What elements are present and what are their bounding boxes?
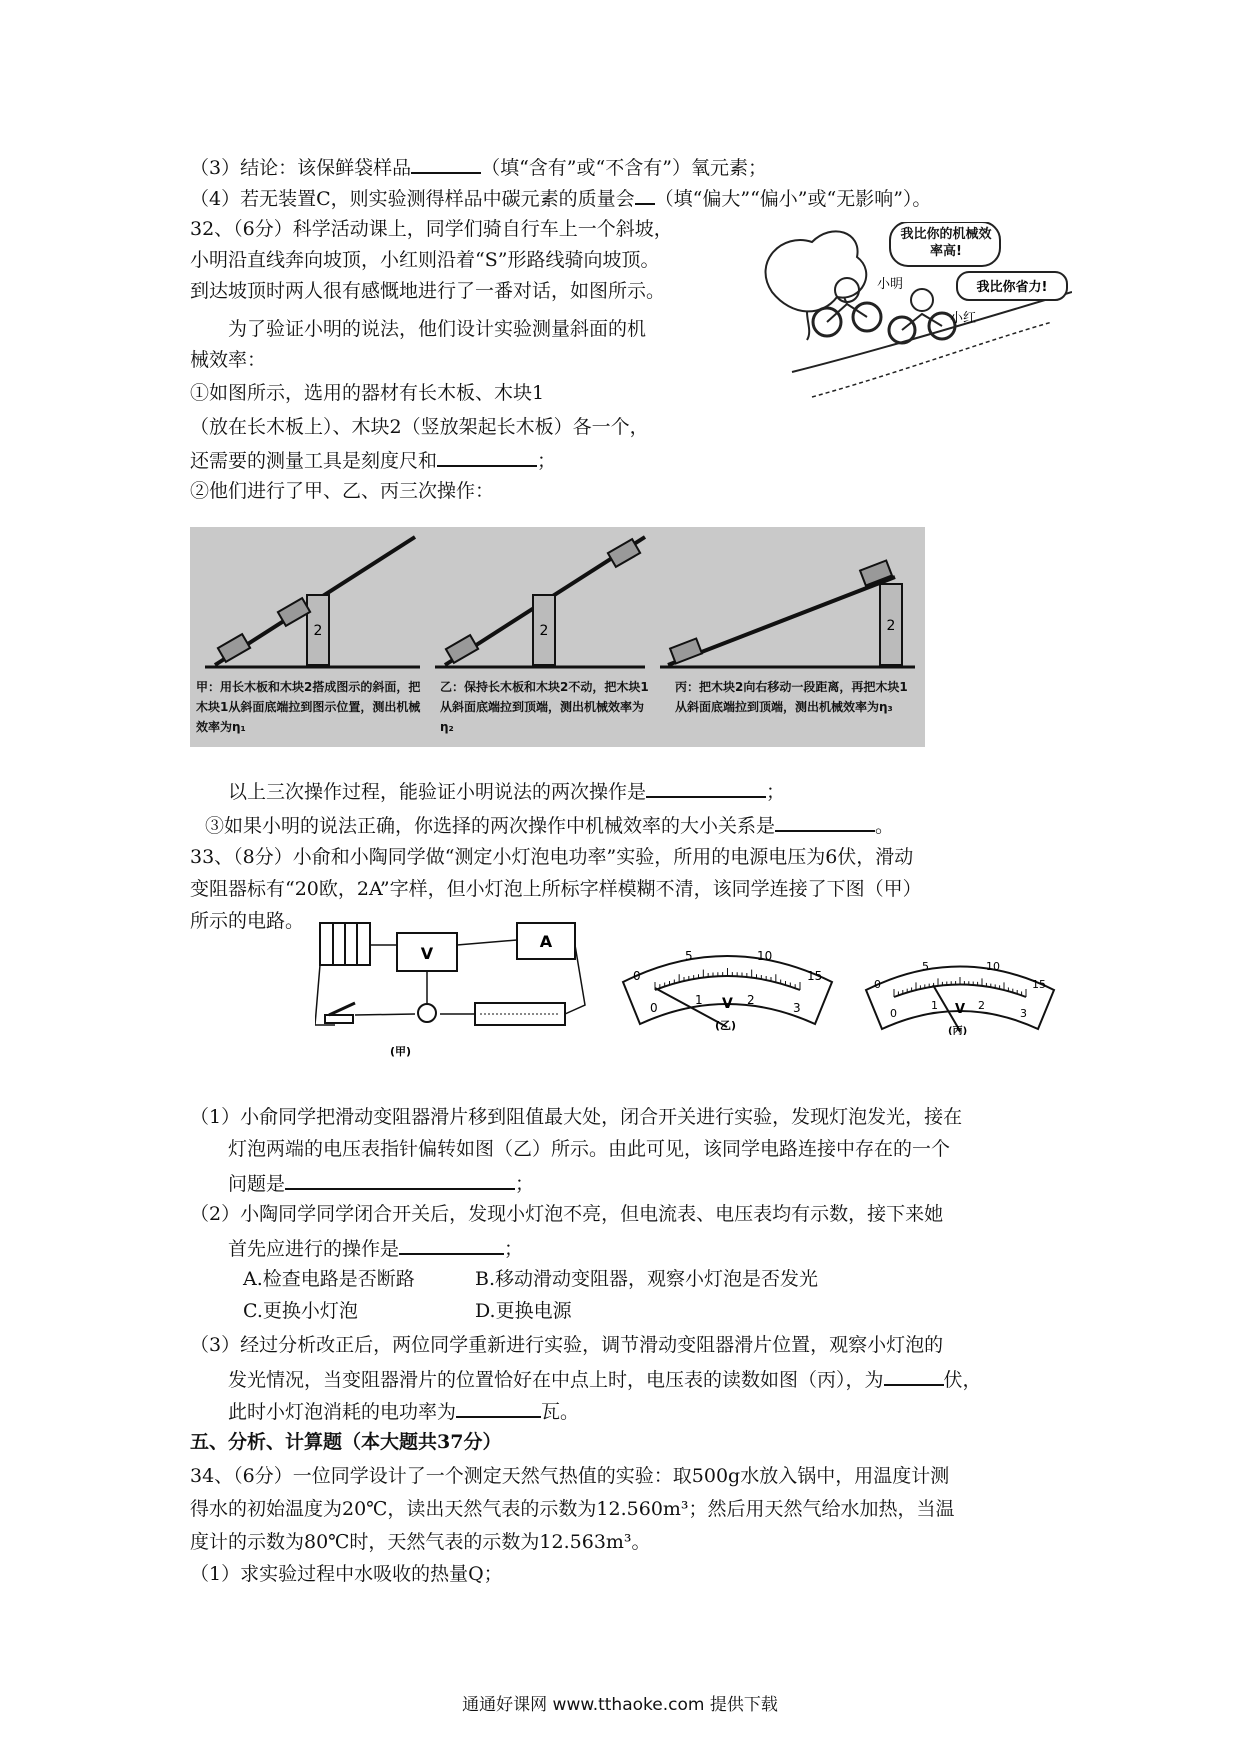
dial-unit-v: V xyxy=(955,1002,966,1017)
q32-line8-end: ； xyxy=(537,450,557,472)
tree-icon xyxy=(766,231,867,311)
q33-line2: 变阻器标有“20欧，2A”字样，但小灯泡上所标字样模糊不清，该同学连接了下图（甲） xyxy=(190,878,922,900)
q33-part1-line3-text: 问题是 xyxy=(228,1173,286,1195)
answer-blank[interactable] xyxy=(437,443,537,467)
answer-blank[interactable] xyxy=(411,150,481,174)
q33-part3-line3 xyxy=(228,1394,579,1427)
voltmeter-dial-bing xyxy=(860,945,1060,1035)
lower-tick-2: 2 xyxy=(747,993,755,1007)
cycling-cartoon xyxy=(752,222,1072,404)
q33-part1-line1: （1）小俞同学把滑动变阻器滑片移到阻值最大处，闭合开关进行实验，发现灯泡发光，接在 xyxy=(190,1106,963,1128)
caption-jia-text: 甲：用长木板和木块2搭成图示的斜面，把木块1从斜面底端拉到图示位置，测出机械效率为η₁ xyxy=(196,680,421,734)
name-xiaohong: 小红 xyxy=(950,311,977,326)
q33-part1-line2: 灯泡两端的电压表指针偏转如图（乙）所示。由此可见，该同学电路连接中存在的一个 xyxy=(228,1138,951,1160)
lower-tick-0: 0 xyxy=(890,1007,897,1020)
q32-line10-end: ； xyxy=(766,781,786,803)
voltmeter-dial-yi xyxy=(615,932,840,1032)
bubble2-label: 我比你省力! xyxy=(976,280,1048,295)
operation-bing-caption xyxy=(675,677,915,743)
upper-tick-5: 5 xyxy=(922,960,929,973)
q33-option-d[interactable]: D.更换电源 xyxy=(475,1300,572,1322)
dial-ticks xyxy=(655,968,800,990)
dial-ticks xyxy=(894,977,1026,997)
section5-title: 五、分析、计算题（本大题共37分） xyxy=(190,1431,502,1453)
q32-line7: （放在长木板上）、木块2（竖放架起长木板）各一个， xyxy=(190,416,649,438)
figure-label-bing: (丙) xyxy=(948,1026,968,1035)
block-2-label: 2 xyxy=(539,623,549,639)
q33-line1: 33、（8分）小俞和小陶同学做“测定小灯泡电功率”实验，所用的电源电压为6伏，滑动 xyxy=(190,846,914,868)
bubble1-label: 我比你的机械效率高! xyxy=(900,227,992,259)
upper-tick-15: 15 xyxy=(807,969,823,983)
q32-line10 xyxy=(228,774,785,807)
q32-line11 xyxy=(205,808,894,841)
upper-tick-5: 5 xyxy=(685,949,693,963)
name-xiaoming: 小明 xyxy=(877,277,904,292)
lower-tick-1: 1 xyxy=(931,999,938,1012)
answer-blank[interactable] xyxy=(285,1166,515,1190)
figure-label-jia: (甲) xyxy=(390,1045,412,1058)
answer-blank[interactable] xyxy=(456,1394,541,1418)
answer-blank[interactable] xyxy=(775,808,875,832)
q31-part4-text: （4）若无装置C，则实验测得样品中碳元素的质量会 xyxy=(190,188,635,210)
switch-icon xyxy=(329,1003,355,1015)
q32-line1: 32、（6分）科学活动课上，同学们骑自行车上一个斜坡， xyxy=(190,218,673,240)
speech-bubble-1-text xyxy=(895,226,997,266)
q32-line2: 小明沿直线奔向坡顶，小红则沿着“S”形路线骑向坡顶。 xyxy=(190,249,660,271)
q33-line3: 所示的电路。 xyxy=(190,910,305,932)
incline-experiments-figure xyxy=(190,527,925,747)
wires xyxy=(315,940,585,1025)
page-footer[interactable]: 通通好课网 www.tthaoke.com 提供下载 xyxy=(462,1695,778,1715)
q34-part1: （1）求实验过程中水吸收的热量Q； xyxy=(190,1563,503,1585)
bike2-frame xyxy=(902,314,942,330)
ammeter-label: A xyxy=(539,932,553,951)
q32-line11-end: 。 xyxy=(875,815,895,837)
answer-blank[interactable] xyxy=(399,1231,504,1255)
q33-option-b[interactable]: B.移动滑动变阻器，观察小灯泡是否发光 xyxy=(475,1268,819,1290)
q33-part2-line2-text: 首先应进行的操作是 xyxy=(228,1238,400,1260)
lower-tick-2: 2 xyxy=(978,999,985,1012)
caption-bing-text: 丙：把木块2向右移动一段距离，再把木块1从斜面底端拉到顶端，测出机械效率为η₃ xyxy=(675,680,908,714)
dial-unit-v: V xyxy=(722,996,733,1012)
q32-line10-text: 以上三次操作过程，能验证小明说法的两次操作是 xyxy=(228,781,647,803)
q33-part2-line2-end: ； xyxy=(504,1238,524,1260)
rider1-head xyxy=(835,278,859,302)
voltmeter-label: V xyxy=(420,944,434,963)
answer-blank[interactable] xyxy=(635,181,655,205)
upper-tick-15: 15 xyxy=(1032,978,1046,991)
q33-part3-line2-text: 发光情况，当变阻器滑片的位置恰好在中点上时，电压表的读数如图（丙），为 xyxy=(228,1369,884,1391)
lower-tick-1: 1 xyxy=(695,993,703,1007)
q34-line3: 度计的示数为80℃时，天然气表的示数为12.563m³。 xyxy=(190,1531,651,1553)
upper-tick-0: 0 xyxy=(874,978,881,991)
q32-line11-text: ③如果小明的说法正确，你选择的两次操作中机械效率的大小关系是 xyxy=(205,815,776,837)
block-2-label: 2 xyxy=(886,618,896,634)
block-2-label: 2 xyxy=(313,623,323,639)
lower-tick-0: 0 xyxy=(650,1001,658,1015)
operation-jia-caption xyxy=(196,677,428,743)
lower-tick-3: 3 xyxy=(793,1001,801,1015)
answer-blank[interactable] xyxy=(884,1362,944,1386)
q31-part3-text-end: （填“含有”或“不含有”）氧元素； xyxy=(481,157,767,179)
figure-label-yi: (乙) xyxy=(715,1019,737,1032)
q34-line1: 34、（6分）一位同学设计了一个测定天然气热值的实验：取500g水放入锅中，用温度计测 xyxy=(190,1465,950,1487)
q33-part3-line1: （3）经过分析改正后，两位同学重新进行实验，调节滑动变阻器滑片位置，观察小灯泡的 xyxy=(190,1334,944,1356)
q32-line3: 到达坡顶时两人很有感慨地进行了一番对话，如图所示。 xyxy=(190,280,666,302)
q31-part4-text-end: （填“偏大”“偏小”或“无影响”）。 xyxy=(654,188,932,210)
q31-part3 xyxy=(190,150,767,183)
q32-line5: 械效率： xyxy=(190,349,267,371)
q31-part4 xyxy=(190,181,931,214)
q33-part2-line1: （2）小陶同学同学闭合开关后，发现小灯泡不亮，但电流表、电压表均有示数，接下来她 xyxy=(190,1203,944,1225)
circuit-diagram-jia xyxy=(315,915,615,1063)
q33-part1-line3 xyxy=(228,1166,534,1199)
q32-line8-text: 还需要的测量工具是刻度尺和 xyxy=(190,450,438,472)
upper-tick-0: 0 xyxy=(633,969,641,983)
upper-tick-10: 10 xyxy=(986,960,1000,973)
q33-part3-line3-text: 此时小灯泡消耗的电功率为 xyxy=(228,1401,457,1423)
caption-yi-text: 乙：保持长木板和木块2不动，把木块1从斜面底端拉到顶端，测出机械效率为η₂ xyxy=(440,680,649,734)
q32-line9: ②他们进行了甲、乙、丙三次操作： xyxy=(190,480,495,502)
q33-part1-line3-end: ； xyxy=(515,1173,535,1195)
q32-line8 xyxy=(190,443,556,476)
lamp-icon xyxy=(418,1004,436,1022)
q33-part3-line3-end: 瓦。 xyxy=(541,1401,580,1423)
q31-part3-text: （3）结论：该保鲜袋样品 xyxy=(190,157,412,179)
upper-tick-10: 10 xyxy=(757,949,773,963)
q33-option-a[interactable]: A.检查电路是否断路 xyxy=(243,1268,415,1290)
rider2-head xyxy=(911,289,933,311)
q34-line2: 得水的初始温度为20℃，读出天然气表的示数为12.560m³；然后用天然气给水加热，当温 xyxy=(190,1498,955,1520)
dial-scale-arc xyxy=(894,985,1026,998)
switch-base xyxy=(325,1015,353,1023)
answer-blank[interactable] xyxy=(646,774,766,798)
dial-scale-arc xyxy=(655,976,800,990)
q33-part2-line2 xyxy=(228,1231,523,1264)
q33-part3-line2-end: 伏， xyxy=(943,1369,982,1391)
lower-tick-3: 3 xyxy=(1020,1007,1027,1020)
q33-part3-line2 xyxy=(228,1362,982,1395)
q32-line4: 为了验证小明的说法，他们设计实验测量斜面的机 xyxy=(228,318,647,340)
q32-line6: ①如图所示，选用的器材有长木板、木块1 xyxy=(190,382,545,404)
operation-yi-caption xyxy=(440,677,655,743)
q33-option-c[interactable]: C.更换小灯泡 xyxy=(243,1300,358,1322)
tree-trunk xyxy=(807,312,809,340)
